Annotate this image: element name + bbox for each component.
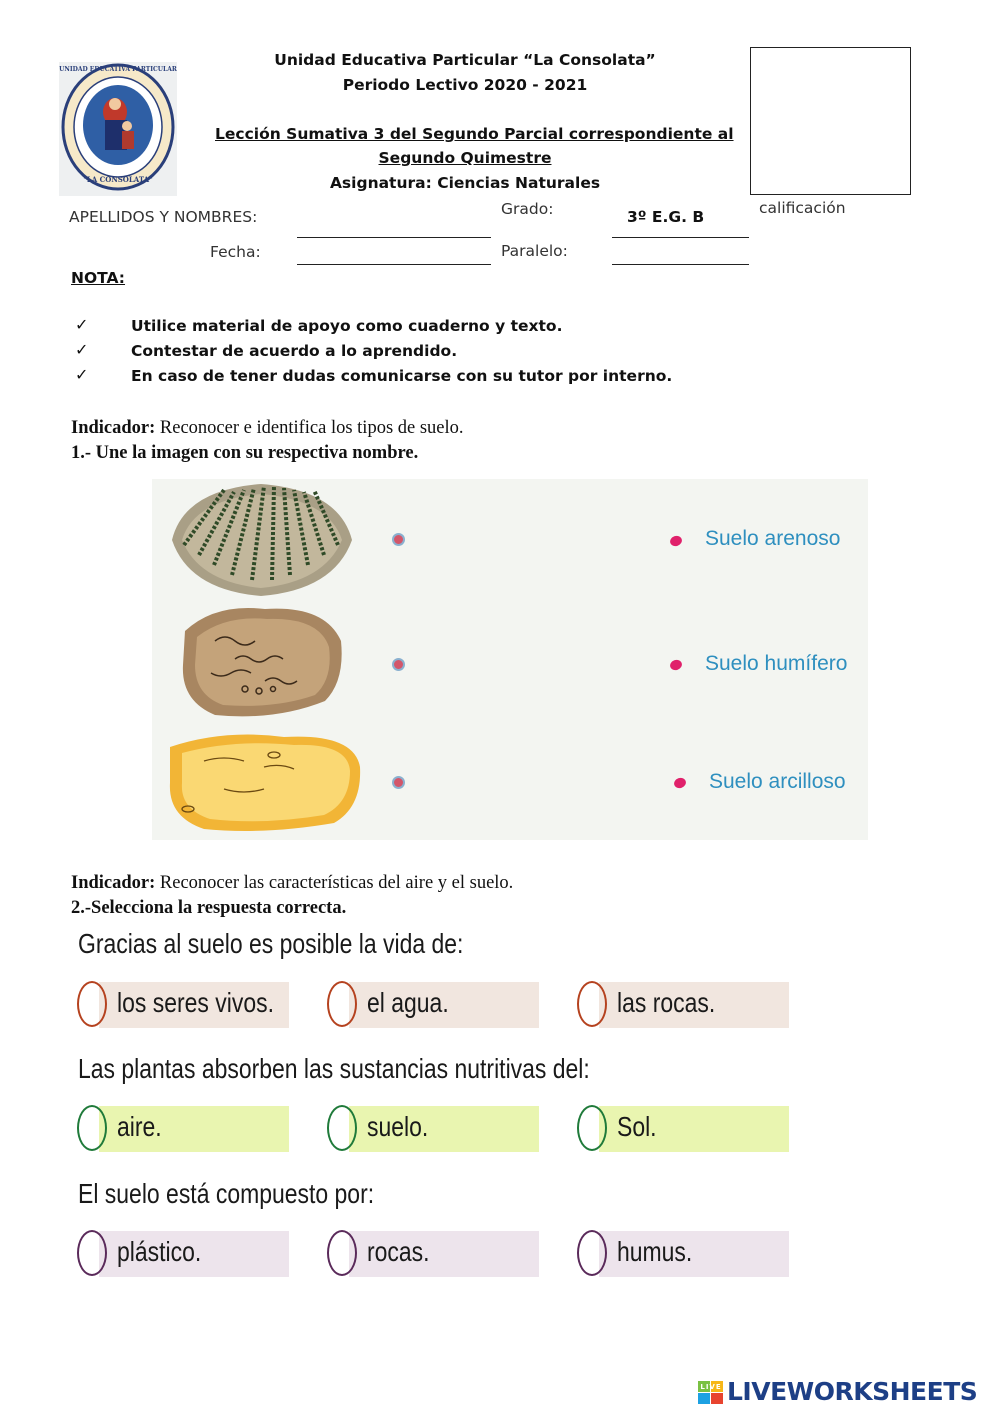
option-q2-c[interactable] bbox=[577, 1105, 791, 1151]
subject-title: Asignatura: Ciencias Naturales bbox=[329, 174, 601, 192]
liveworksheets-brand[interactable]: LIVEWORKSHEETS bbox=[727, 1377, 978, 1406]
match-dot-left[interactable] bbox=[392, 776, 405, 789]
indicator-2-label: Indicador: bbox=[71, 873, 156, 893]
clay-soil-image bbox=[164, 727, 364, 835]
instruction-1: 1.- Une la imagen con su respectiva nombre. bbox=[71, 443, 419, 463]
parallel-label: Paralelo: bbox=[501, 242, 568, 260]
option-label: suelo. bbox=[367, 1111, 429, 1142]
option-label: Sol. bbox=[617, 1111, 657, 1142]
option-label: las rocas. bbox=[617, 987, 716, 1018]
option-label: los seres vivos. bbox=[117, 987, 274, 1018]
lesson-title-line2: Segundo Quimestre bbox=[378, 149, 552, 167]
option-q2-b[interactable] bbox=[327, 1105, 541, 1151]
option-q3-a[interactable] bbox=[77, 1230, 291, 1276]
soil-name-clay: Suelo arcilloso bbox=[709, 770, 846, 793]
grade-box-label: calificación bbox=[759, 199, 846, 217]
note-item: Utilice material de apoyo como cuaderno y texto. bbox=[131, 317, 563, 335]
seal-bottom-text: "LA CONSOLATA" bbox=[83, 175, 153, 184]
note-item: En caso de tener dudas comunicarse con su tutor por interno. bbox=[131, 367, 673, 385]
radio-circle[interactable] bbox=[577, 981, 607, 1027]
option-q3-c[interactable] bbox=[577, 1230, 791, 1276]
grade-field[interactable] bbox=[612, 237, 749, 238]
option-q3-b[interactable] bbox=[327, 1230, 541, 1276]
radio-circle[interactable] bbox=[77, 1230, 107, 1276]
soil-name-humic: Suelo humífero bbox=[705, 652, 848, 675]
soil-name-sandy: Suelo arenoso bbox=[705, 527, 841, 550]
school-name: Unidad Educativa Particular “La Consolata” bbox=[274, 51, 656, 69]
check-icon: ✓ bbox=[75, 365, 89, 384]
radio-circle[interactable] bbox=[577, 1105, 607, 1151]
option-label: el agua. bbox=[367, 987, 449, 1018]
check-icon: ✓ bbox=[75, 315, 89, 334]
option-label: plástico. bbox=[117, 1236, 202, 1267]
match-dot-left[interactable] bbox=[392, 658, 405, 671]
radio-circle[interactable] bbox=[327, 1230, 357, 1276]
question-3: El suelo está compuesto por: bbox=[78, 1178, 375, 1209]
indicator-2-text: Reconocer las características del aire y el suelo. bbox=[155, 873, 514, 893]
radio-circle[interactable] bbox=[577, 1230, 607, 1276]
option-q1-a[interactable] bbox=[77, 981, 291, 1027]
parallel-field[interactable] bbox=[612, 264, 749, 265]
option-q1-c[interactable] bbox=[577, 981, 791, 1027]
grade-box[interactable] bbox=[750, 47, 911, 195]
indicator-1-text: Reconocer e identifica los tipos de suelo. bbox=[155, 418, 464, 438]
match-dot-left[interactable] bbox=[392, 533, 405, 546]
instruction-2: 2.-Selecciona la respuesta correcta. bbox=[71, 898, 347, 918]
radio-circle[interactable] bbox=[77, 981, 107, 1027]
radio-circle[interactable] bbox=[327, 1105, 357, 1151]
radio-circle[interactable] bbox=[77, 1105, 107, 1151]
indicator-2 bbox=[71, 873, 513, 894]
seal-top-text: UNIDAD EDUCATIVA PARTICULAR bbox=[59, 66, 177, 73]
question-1: Gracias al suelo es posible la vida de: bbox=[78, 928, 464, 959]
option-label: aire. bbox=[117, 1111, 162, 1142]
date-label: Fecha: bbox=[210, 243, 261, 261]
liveworksheets-logo-letters: LIVE bbox=[700, 1383, 722, 1391]
name-field[interactable] bbox=[297, 237, 491, 238]
lesson-title-line1: Lección Sumativa 3 del Segundo Parcial correspondiente al bbox=[215, 125, 734, 143]
option-q1-b[interactable] bbox=[327, 981, 541, 1027]
indicator-1-label: Indicador: bbox=[71, 418, 156, 438]
option-q2-a[interactable] bbox=[77, 1105, 291, 1151]
radio-circle[interactable] bbox=[327, 981, 357, 1027]
option-label: humus. bbox=[617, 1236, 693, 1267]
notes-title: NOTA: bbox=[71, 269, 126, 287]
sandy-soil-image bbox=[164, 480, 358, 598]
check-icon: ✓ bbox=[75, 340, 89, 359]
grade-value: 3º E.G. B bbox=[627, 208, 705, 226]
grade-label: Grado: bbox=[501, 200, 554, 218]
question-2: Las plantas absorben las sustancias nutritivas del: bbox=[78, 1053, 590, 1084]
option-label: rocas. bbox=[367, 1236, 430, 1267]
name-label: APELLIDOS Y NOMBRES: bbox=[69, 208, 258, 226]
indicator-1 bbox=[71, 418, 464, 439]
school-period: Periodo Lectivo 2020 - 2021 bbox=[342, 76, 588, 94]
note-item: Contestar de acuerdo a lo aprendido. bbox=[131, 342, 458, 360]
humic-soil-image bbox=[175, 601, 347, 723]
date-field[interactable] bbox=[297, 264, 491, 265]
